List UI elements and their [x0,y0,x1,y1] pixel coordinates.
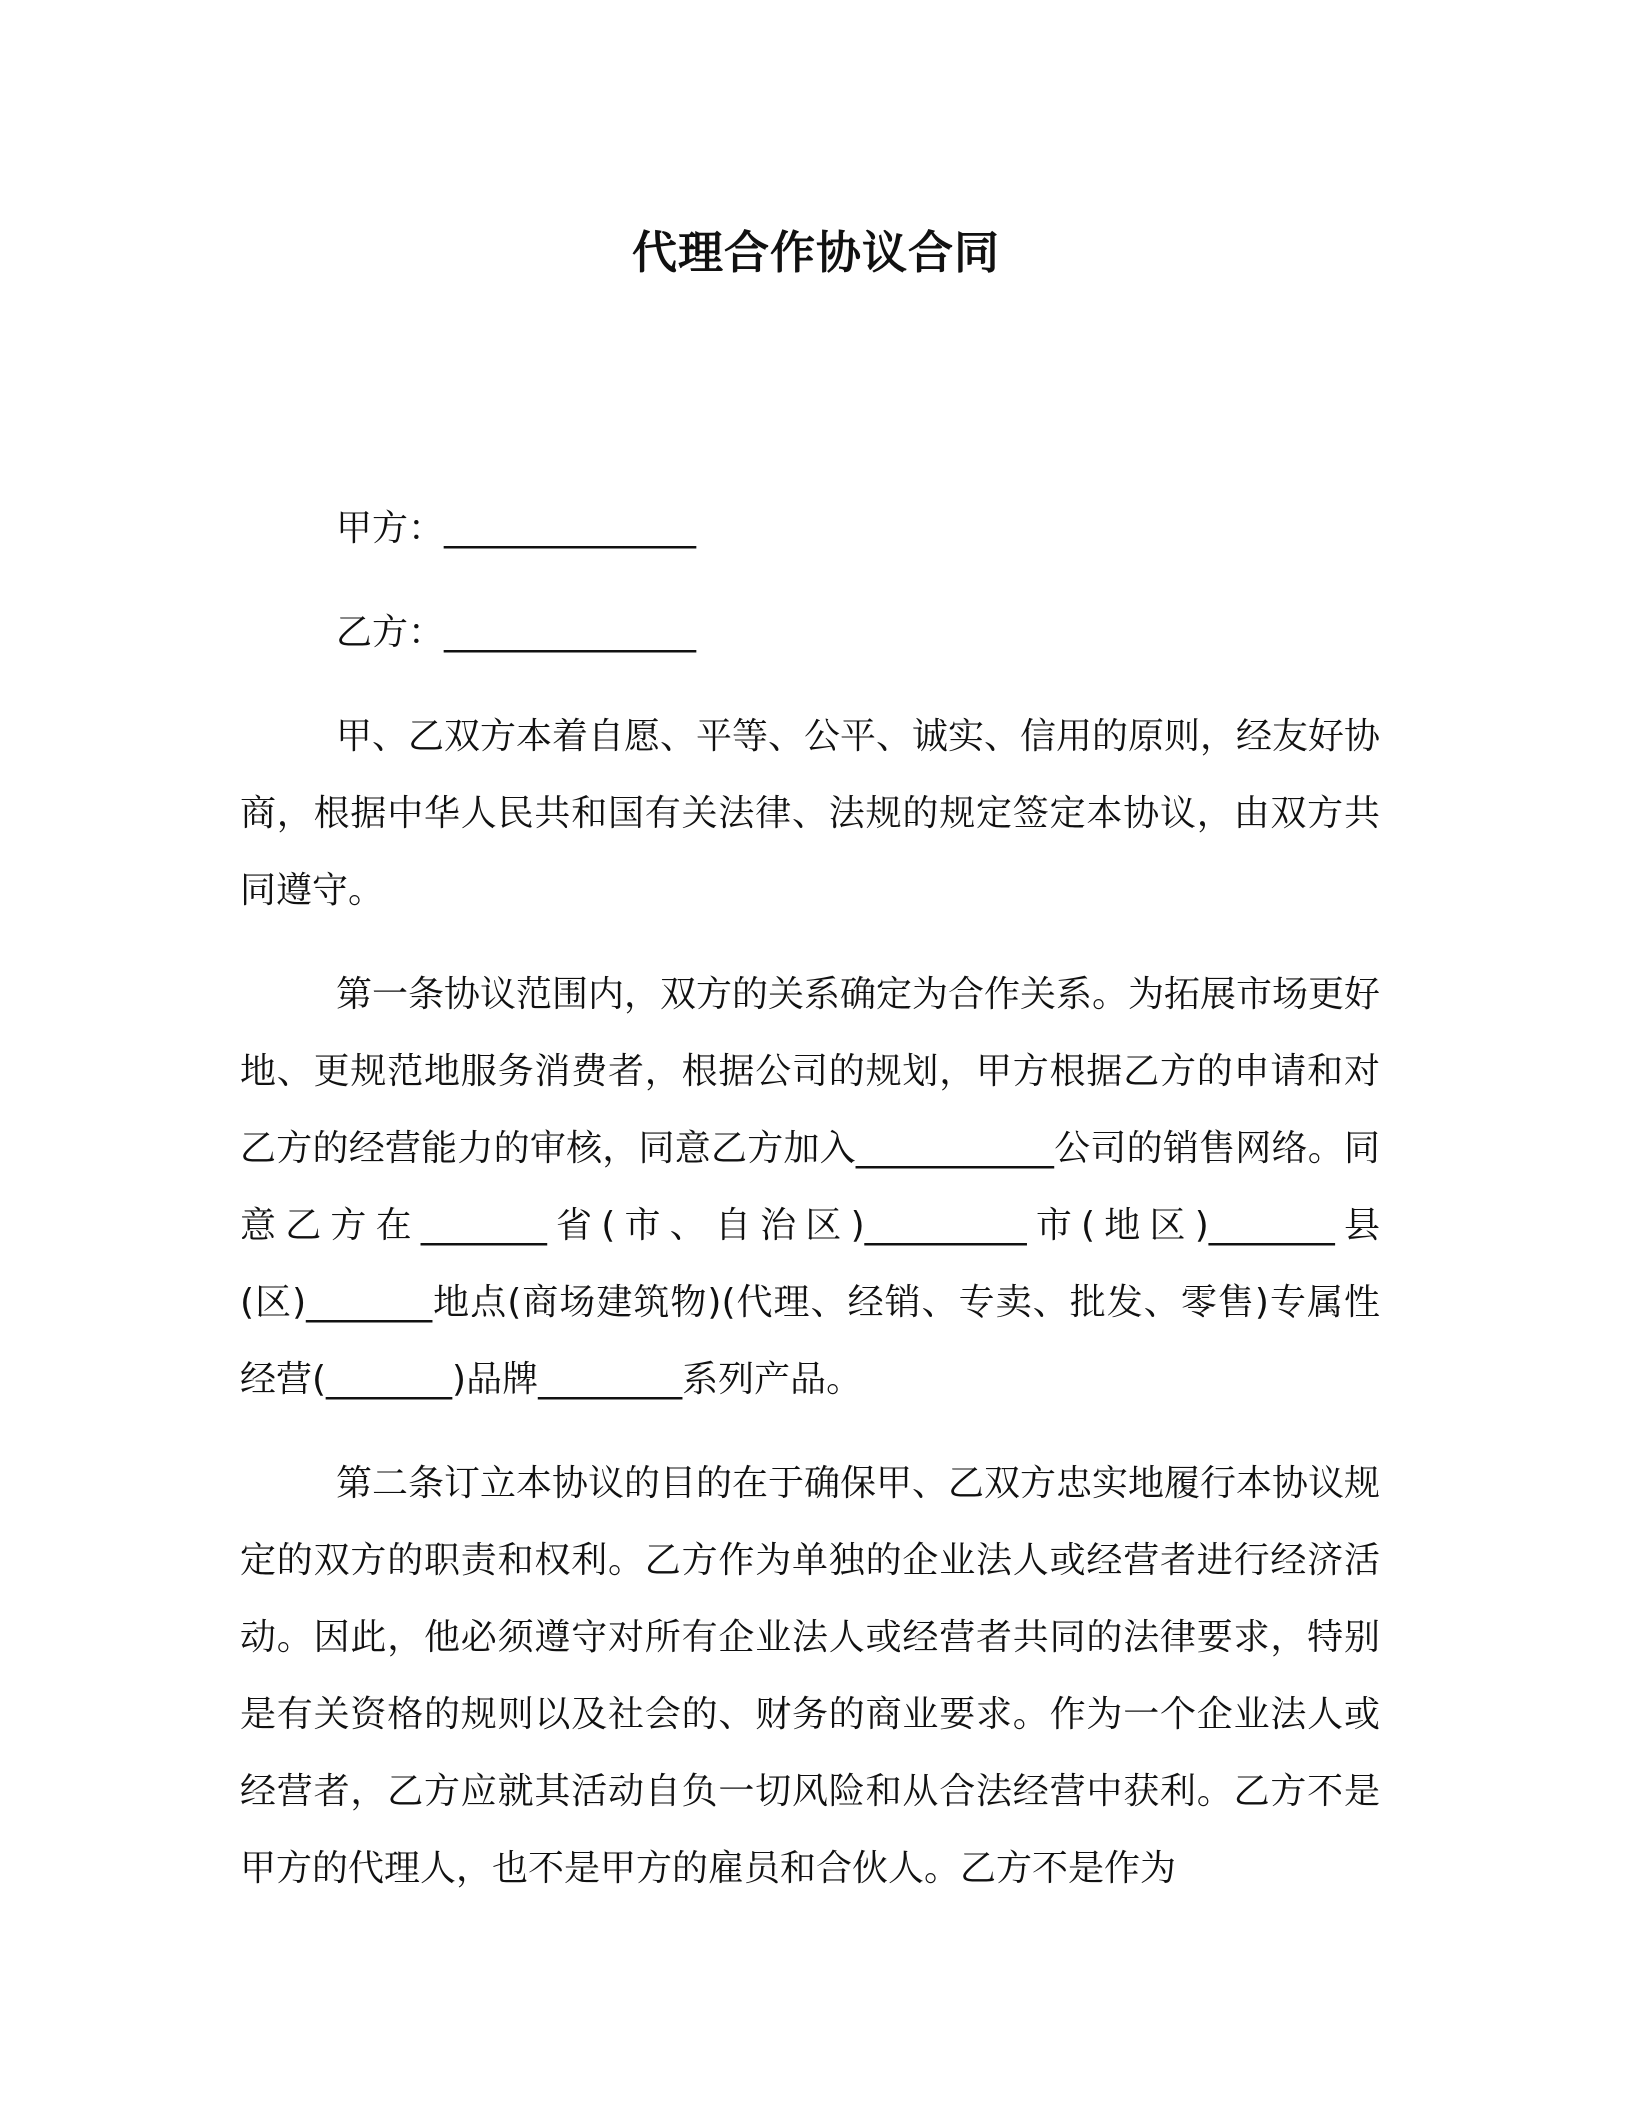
party-b-line: 乙方：______________ [336,612,697,653]
paragraph-article-2: 第二条订立本协议的目的在于确保甲、乙双方忠实地履行本协议规定的双方的职责和权利。乙方作为单独的企业法人或经营者进行经济活动。因此，他必须遵守对所有企业法人或经营者共同的法律要求，特别是有关资格的规则以及社会的、财务的商业要求。作为一个企业法人或经营者，乙方应就其活动自负一切风险和从合法经营中获利。乙方不是甲方的代理人，也不是甲方的雇员和合伙人。乙方不是作为 [240,1463,1381,1889]
paragraph-preamble: 甲、乙双方本着自愿、平等、公平、诚实、信用的原则，经友好协商，根据中华人民共和国有关法律、法规的规定签定本协议，由双方共同遵守。 [240,716,1381,911]
document-body [240,490,1380,1934]
party-a-line: 甲方：______________ [336,508,697,549]
document-title: 代理合作协议合同 [631,226,1000,279]
paragraph-article-1: 第一条协议范围内，双方的关系确定为合作关系。为拓展市场更好地、更规范地服务消费者，根据公司的规划，甲方根据乙方的申请和对乙方的经营能力的审核，同意乙方加入___________公司的销售网络。同意乙方在_______省(市、自治区)_________市(地区)_______县(区)_______地点(商场建筑物)(代理、经销、专卖、批发、零售)专属性经营(_______)品牌________系列产品。 [240,974,1381,1400]
